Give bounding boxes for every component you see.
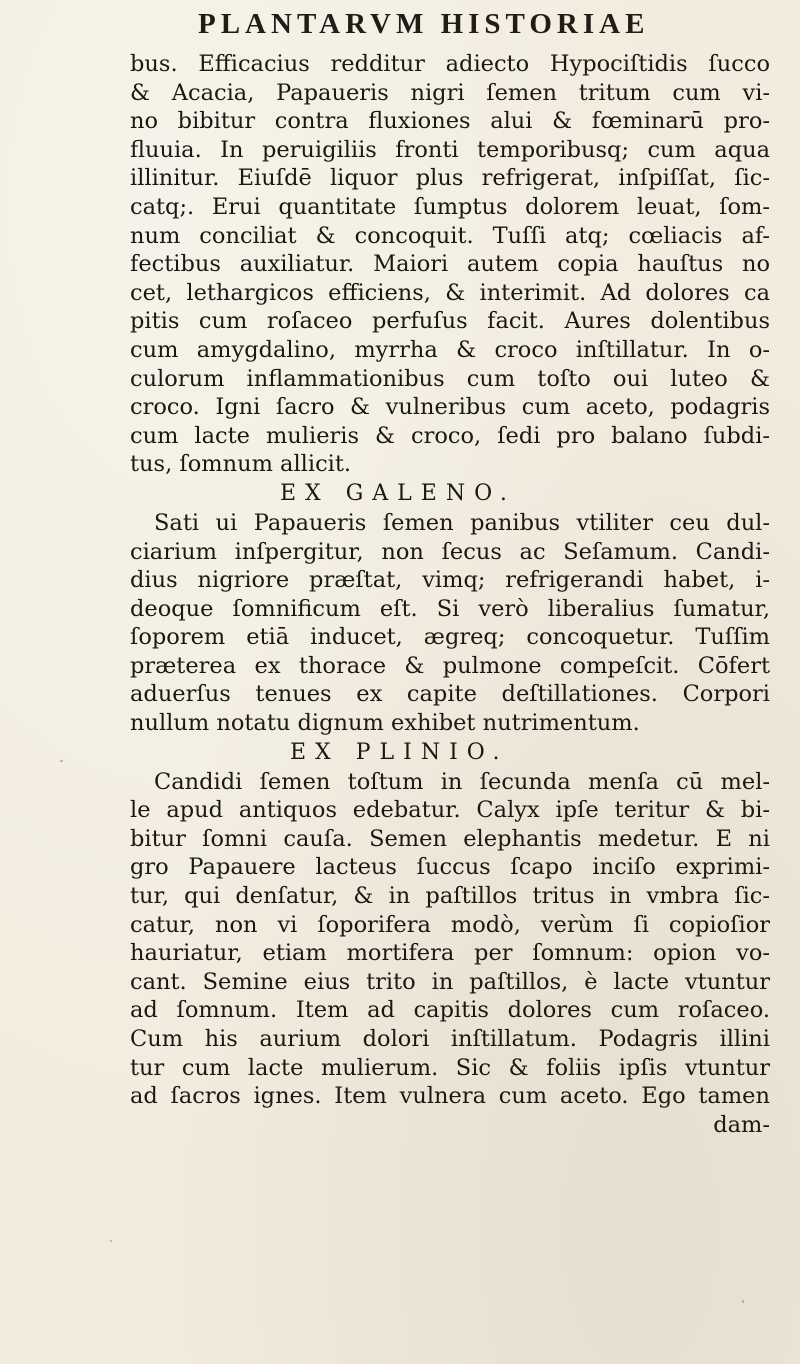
- text-line: & Acacia, Papaueris nigri ſemen tritum cum vi-: [130, 79, 770, 106]
- text-line: croco. Igni ſacro & vulneribus cum aceto, podagris: [130, 394, 770, 421]
- text-line: tur cum lacte mulierum. Sic & foliis ipſis vtuntur: [130, 1054, 770, 1081]
- text-line: præterea ex thorace & pulmone compeſcit. Cōfert: [130, 652, 770, 679]
- text-line: ad ſacros ignes. Item vulnera cum aceto. Ego tamen: [130, 1083, 770, 1110]
- text-line: num conciliat & concoquit. Tuſſi atq; cœliacis af-: [130, 222, 770, 249]
- text-line: Cum his aurium dolori inſtillatum. Podagris illini: [130, 1026, 770, 1052]
- text-line: cum amygdalino, myrrha & croco inſtillatur. In o-: [130, 336, 770, 363]
- paper-speck: [742, 1300, 744, 1303]
- text-line: Sati ui Papaueris ſemen panibus vtiliter ceu dul-: [154, 509, 770, 536]
- paper-speck: [60, 760, 63, 762]
- text-line: cet, lethargicos efficiens, & interimit. Ad dolores ca: [130, 279, 770, 306]
- text-line: cum lacte mulieris & croco, ſedi pro balano ſubdi-: [130, 422, 770, 449]
- text-line: aduerſus tenues ex capite deſtillationes. Corpori: [130, 681, 770, 708]
- text-line: culorum inflammationibus cum toſto oui luteo &: [130, 365, 770, 392]
- text-line: hauriatur, etiam mortifera per ſomnum: opion vo-: [130, 940, 770, 967]
- text-line: ad ſomnum. Item ad capitis dolores cum roſaceo.: [130, 997, 770, 1024]
- paper-speck: [110, 1240, 112, 1242]
- running-head: PLANTARVM HISTORIAE: [198, 8, 650, 40]
- text-line: tur, qui denſatur, & in paſtillos tritus in vmbra ſic-: [130, 883, 770, 910]
- section-heading-galeno: EX GALENO.: [280, 480, 516, 506]
- text-line: fectibus auxiliatur. Maiori autem copia hauſtus no: [130, 251, 770, 278]
- text-line: no bibitur contra fluxiones alui & fœminarū pro-: [130, 108, 770, 135]
- paragraph-3: [130, 768, 770, 1111]
- text-line: catq;. Erui quantitate ſumptus dolorem leuat, ſom-: [130, 193, 770, 220]
- text-line: gro Papauere lacteus ſuccus ſcapo inciſo exprimi-: [130, 854, 770, 881]
- catchword: dam-: [713, 1111, 770, 1138]
- text-line: Candidi ſemen toſtum in ſecunda menſa cū mel-: [154, 768, 770, 795]
- text-line: nullum notatu dignum exhibet nutrimentum.: [130, 710, 640, 737]
- text-line: le apud antiquos edebatur. Calyx ipſe teritur & bi-: [130, 797, 770, 824]
- text-line: fluuia. In peruigiliis fronti temporibusq; cum aqua: [130, 136, 770, 163]
- section-heading-plinio: EX PLINIO.: [290, 739, 509, 765]
- text-line: ſoporem etiā inducet, ægreq; concoquetur. Tuſſim: [130, 624, 770, 651]
- text-line: deoque ſomnificum eſt. Si verò liberalius ſumatur,: [130, 595, 770, 622]
- text-line: catur, non vi ſoporifera modò, verùm ſi copioſior: [130, 911, 770, 938]
- paragraph-2: [130, 509, 770, 738]
- body-text: [130, 50, 770, 1139]
- text-line: illinitur. Eiuſdē liquor plus refrigerat, inſpiſſat, ſic-: [130, 165, 770, 192]
- text-line: dius nigriore præſtat, vimq; refrigerandi habet, i-: [130, 567, 770, 594]
- paragraph-1: [130, 50, 770, 479]
- text-line: tus, ſomnum allicit.: [130, 451, 352, 478]
- text-line: bus. Efficacius redditur adiecto Hypociſtidis ſucco: [130, 51, 770, 77]
- text-line: cant. Semine eius trito in paſtillos, è lacte vtuntur: [130, 968, 770, 995]
- text-line: bitur ſomni cauſa. Semen elephantis medetur. E ni: [130, 825, 770, 852]
- text-line: ciarium inſpergitur, non ſecus ac Seſamum. Candi-: [130, 538, 770, 565]
- text-line: pitis cum roſaceo perfuſus facit. Aures dolentibus: [130, 308, 770, 335]
